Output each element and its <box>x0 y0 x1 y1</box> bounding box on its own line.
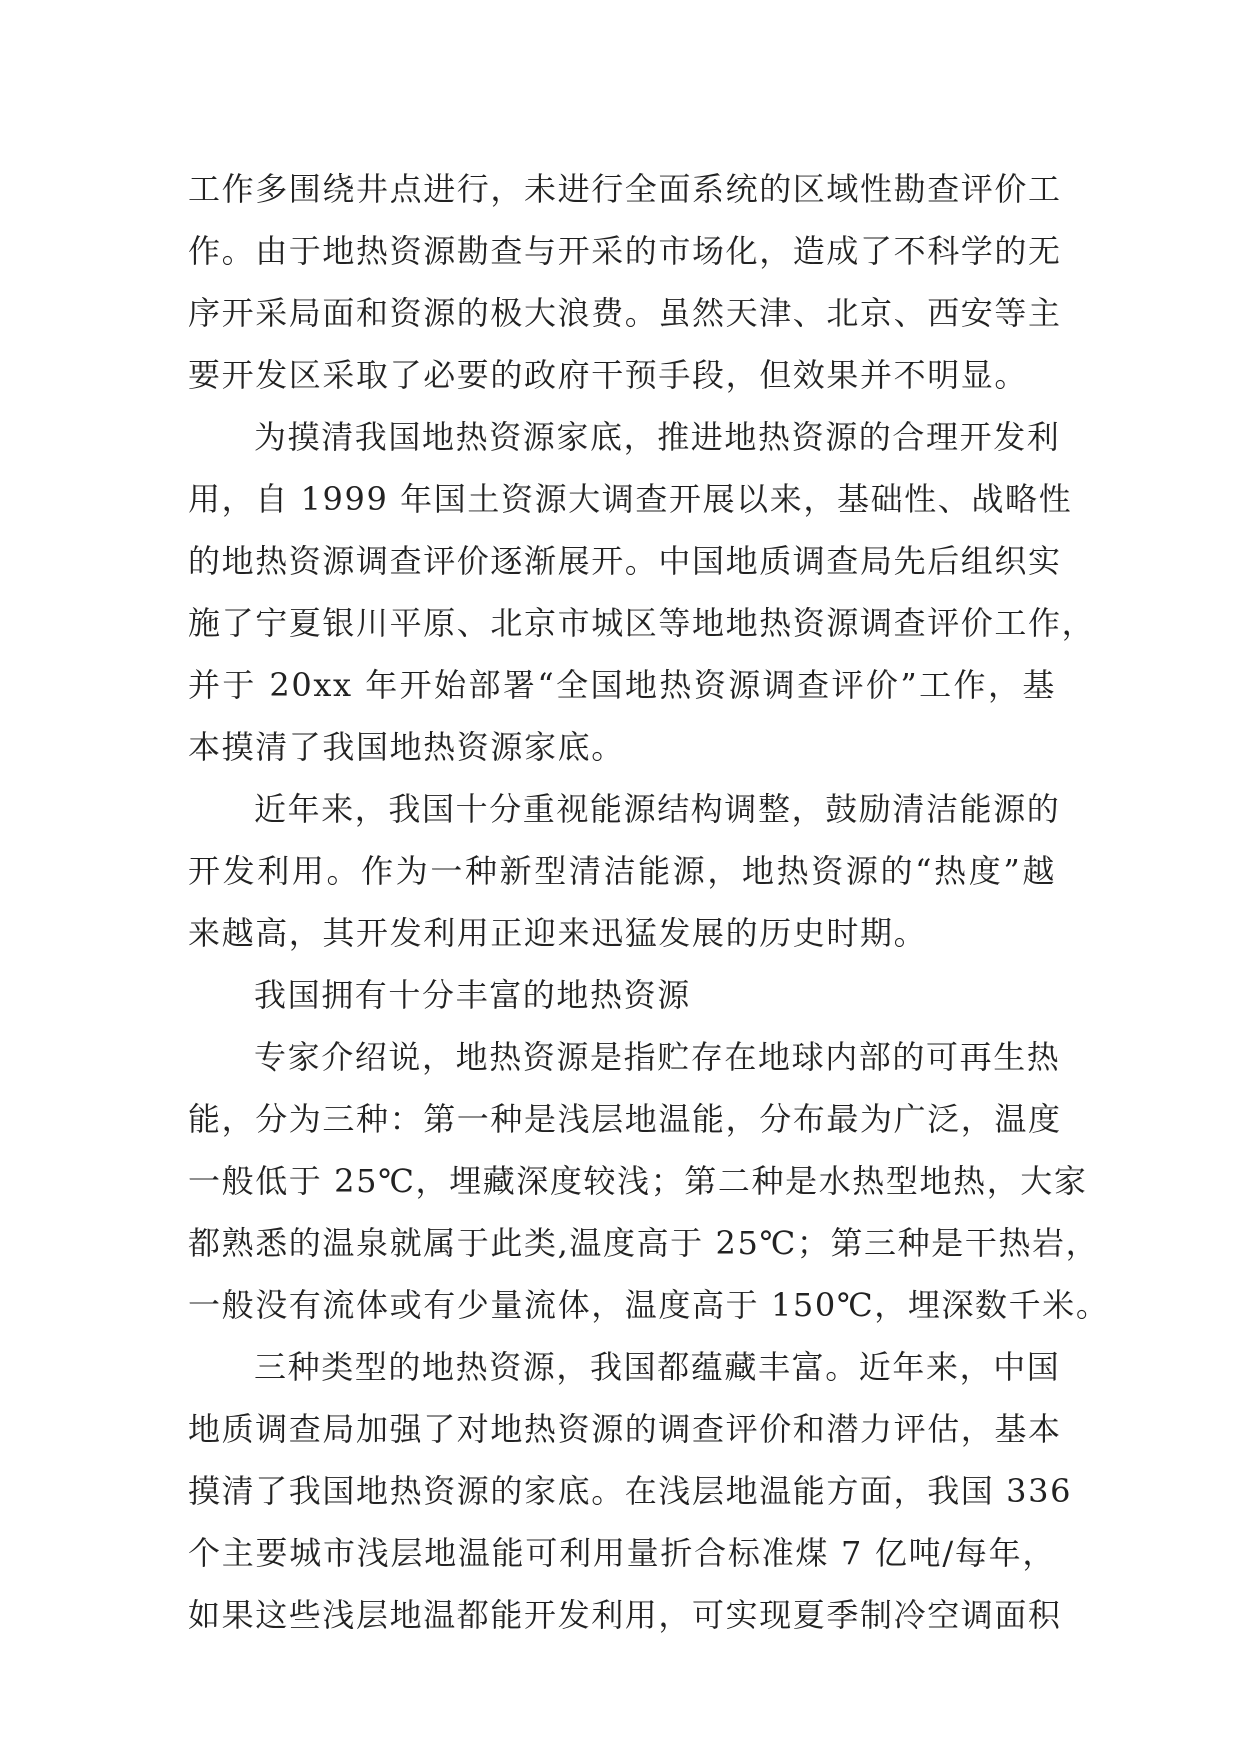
text-line: 的地热资源调查评价逐渐展开。中国地质调查局先后组织实 <box>188 542 1062 580</box>
text-line: 一般低于 25℃，埋藏深度较浅；第二种是水热型地热，大家 <box>188 1162 1088 1200</box>
text-line: 如果这些浅层地温都能开发利用，可实现夏季制冷空调面积 <box>188 1596 1062 1634</box>
text-line: 作。由于地热资源勘查与开采的市场化，造成了不科学的无 <box>188 232 1062 270</box>
paragraph-first-line: 近年来，我国十分重视能源结构调整，鼓励清洁能源的 <box>254 790 1061 828</box>
paragraph-first-line: 专家介绍说，地热资源是指贮存在地球内部的可再生热 <box>254 1038 1061 1076</box>
text-line: 地质调查局加强了对地热资源的调查评价和潜力评估，基本 <box>188 1410 1062 1448</box>
document-body <box>188 158 1110 1646</box>
section-heading: 我国拥有十分丰富的地热资源 <box>254 976 691 1014</box>
text-line: 序开采局面和资源的极大浪费。虽然天津、北京、西安等主 <box>188 294 1062 332</box>
text-line: 都熟悉的温泉就属于此类,温度高于 25℃；第三种是干热岩， <box>188 1224 1100 1262</box>
text-line: 摸清了我国地热资源的家底。在浅层地温能方面，我国 336 <box>188 1472 1073 1510</box>
paragraph-first-line: 三种类型的地热资源，我国都蕴藏丰富。近年来，中国 <box>254 1348 1061 1386</box>
text-line: 工作多围绕井点进行，未进行全面系统的区域性勘查评价工 <box>188 170 1062 208</box>
text-line: 能，分为三种：第一种是浅层地温能，分布最为广泛，温度 <box>188 1100 1062 1138</box>
text-line: 并于 20xx 年开始部署“全国地热资源调查评价”工作，基 <box>188 666 1056 704</box>
text-line: 用，自 1999 年国土资源大调查开展以来，基础性、战略性 <box>188 480 1073 518</box>
text-line: 本摸清了我国地热资源家底。 <box>188 728 625 766</box>
text-line: 一般没有流体或有少量流体，温度高于 150℃，埋深数千米。 <box>188 1286 1110 1324</box>
text-line: 要开发区采取了必要的政府干预手段，但效果并不明显。 <box>188 356 1029 394</box>
text-line: 来越高，其开发利用正迎来迅猛发展的历史时期。 <box>188 914 928 952</box>
paragraph-first-line: 为摸清我国地热资源家底，推进地热资源的合理开发利 <box>254 418 1061 456</box>
text-line: 施了宁夏银川平原、北京市城区等地地热资源调查评价工作， <box>188 604 1096 642</box>
text-line: 个主要城市浅层地温能可利用量折合标准煤 7 亿吨/每年， <box>188 1534 1056 1572</box>
text-line: 开发利用。作为一种新型清洁能源，地热资源的“热度”越 <box>188 852 1056 890</box>
